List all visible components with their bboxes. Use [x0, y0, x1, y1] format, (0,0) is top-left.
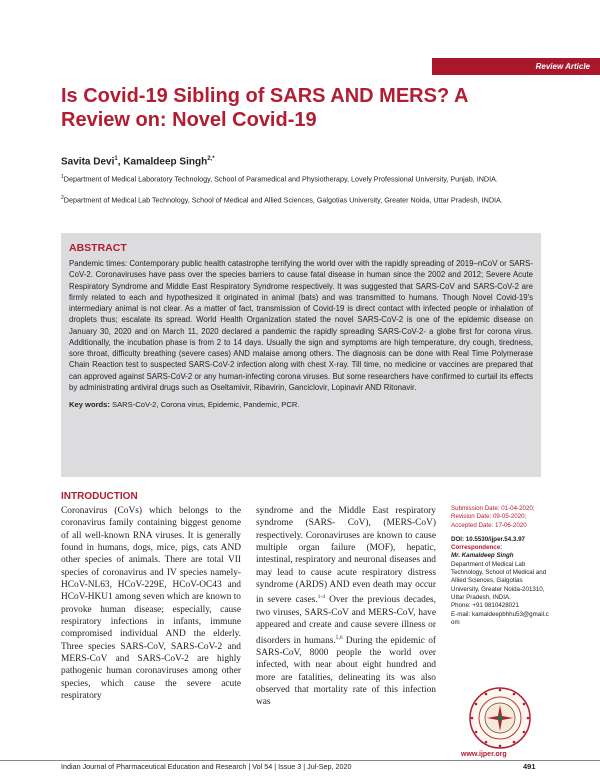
article-type-label: Review Article [535, 62, 590, 71]
keywords-label: Key words: [69, 400, 110, 409]
author-name: Kamaldeep Singh [123, 156, 208, 168]
author-name: Savita Devi [61, 156, 115, 168]
footer-divider [0, 760, 600, 761]
article-title: Is Covid-19 Sibling of SARS AND MERS? A Review on: Novel Covid-19 [61, 85, 468, 131]
correspondence-label: Correspondence: [451, 544, 503, 552]
introduction-column-1: Coronavirus (CoVs) which belongs to the coronavirus family containing biggest genome of all well-known RNA viruses. It is generally found in humans, dogs, mice, pigs, cats AND other species of animals. There are total VII species of coronavirus and IV species namely- HCoV-NL63, HCoV-229E, HCoV-OC43 and HCoV-HKU1 among seven which are known to provoke human disease; especially, cause respiratory infections in infants, immune compromised individual AND the elderly. Three species SARS-CoV, SARS-CoV-2 and MERS-CoV and SARS-CoV-2 are highly pathogenic human coronaviruses among other species, which cause the severe acute respiratory [61, 506, 241, 702]
abstract-heading: ABSTRACT [69, 242, 127, 254]
affiliation-1 [61, 172, 531, 184]
author-separator: , [117, 156, 124, 168]
keywords [69, 399, 533, 410]
affiliation-marker: 1 [61, 174, 64, 180]
affiliation-text: Department of Medical Lab Technology, School of Medical and Allied Sciences, Galgotias University, Greater Noida, Uttar Pradesh, INDIA. [63, 195, 503, 205]
email[interactable]: E-mail: kamaldeepbhhu53@gmail.com [451, 610, 549, 626]
accepted-date: Accepted Date: 17-06-2020 [451, 521, 527, 529]
affiliation-text: Department of Medical Laboratory Technology, School of Paramedical and Physiotherapy, Lovely Professional University, Punjab, INDIA. [63, 174, 498, 184]
doi[interactable]: DOI: 10.5530/ijper.54.3.97 [451, 535, 525, 543]
revision-date: Revision Date: 09-05-2020; [451, 513, 527, 521]
ijper-journal-seal-icon [468, 686, 532, 750]
abstract-box [61, 233, 541, 477]
introduction-heading: INTRODUCTION [61, 491, 138, 502]
corresponding-author-address: Department of Medical Lab Technology, School of Medical and Allied Sciences, Galgotias University, Greater Noida-201310, Uttar Pradesh, INDIA. [451, 560, 547, 601]
citation: 1-4 [317, 594, 325, 601]
affiliation-2 [61, 193, 531, 205]
body-text: Over the previous decades, two viruses, SARS-CoV and MERS-CoV, have appeared and create and cause severe illness or disorders in humans. [256, 595, 436, 646]
body-text: During the epidemic of SARS-CoV, 8000 people the world over infected, with near about eight hundred and more are fatalities, delineating its was also observed that mortality rate of this infection was [256, 635, 436, 708]
corresponding-author-name: Mr. Kamaldeep Singh [451, 552, 514, 560]
affiliation-marker: 2 [61, 195, 64, 201]
author-line [61, 156, 215, 167]
body-text: syndrome and the Middle East respiratory syndrome (SARS- CoV), (MERS-CoV) respectively. Coronaviruses are known to cause multiple organ failure (MOF), hepatic, intestinal, respiratory and neuronal diseases and may lead to cause acute respiratory distress syndrome (ARDS) AND even death may occur in severe cases. [256, 506, 436, 606]
article-info-sidebar [451, 505, 551, 627]
author-affiliation-marker: 1 [114, 156, 118, 162]
page-number: 491 [523, 762, 536, 771]
article-type-banner [432, 58, 600, 75]
citation: 5,6 [335, 634, 343, 641]
submission-date: Submission Date: 01-04-2020; [451, 505, 535, 512]
phone: Phone: +91 9810428021 [451, 602, 519, 610]
author-affiliation-marker: 2,* [207, 156, 215, 162]
introduction-column-2 [256, 505, 436, 709]
footer-journal-citation: Indian Journal of Pharmaceutical Education and Research | Vol 54 | Issue 3 | Jul-Sep, 2020 [61, 762, 352, 771]
journal-website[interactable]: www.ijper.org [461, 751, 507, 758]
keywords-list: SARS-CoV-2, Corona virus, Epidemic, Pandemic, PCR. [109, 400, 300, 409]
abstract-body: Pandemic times: Contemporary public health catastrophe terrifying the world over with the rapidly spreading of 2019–nCoV or SARS-CoV-2. Coronaviruses have pass over the species barriers to cause fatal disease in human since the 2002 and 2012; Severe Acute Respiratory Syndrome and Middle East Respiratory Syndrome respectively. It was suggested that SARS-CoV and SARS-CoV-2 are firmly related to each and hypothesized it originated in animal (bats) and was transmitted to humans. Though Novel Covid-19's intermediary animal is not clear. As a matter of fact, transmission of Covid-19 is direct contact with infected people or inhalation of droplets thus; escalate its spread. World Health Organization stated the novel SARS-CoV-2 is one of the epidemic disease on January 30, 2020 and on March 11, 2020 declared a pandemic the rapidly spreading SARS-CoV-2- a globe first for corona virus. Additionally, the incubation phase is from 2 to 14 days. Usually the sign and symptoms are high temperature, dry cough, tiredness, sore throat, difficulty breathing (severe cases) AND malaise among others. The diagnosis can be done with Real Time Polymerase Chain Reaction test to suspected SARS-CoV-2 infection along with chest X-ray. Till time, no medicine or vaccines are prepared that can approved against SARS-CoV-2 or any human-infecting corona viruses. But some researchers have confirmed to curtail its effects by administrating antiviral drugs such as Oseltamivir, Ribavirin, Ganciclovir, Lopinavir AND Ritonavir. [69, 259, 533, 392]
